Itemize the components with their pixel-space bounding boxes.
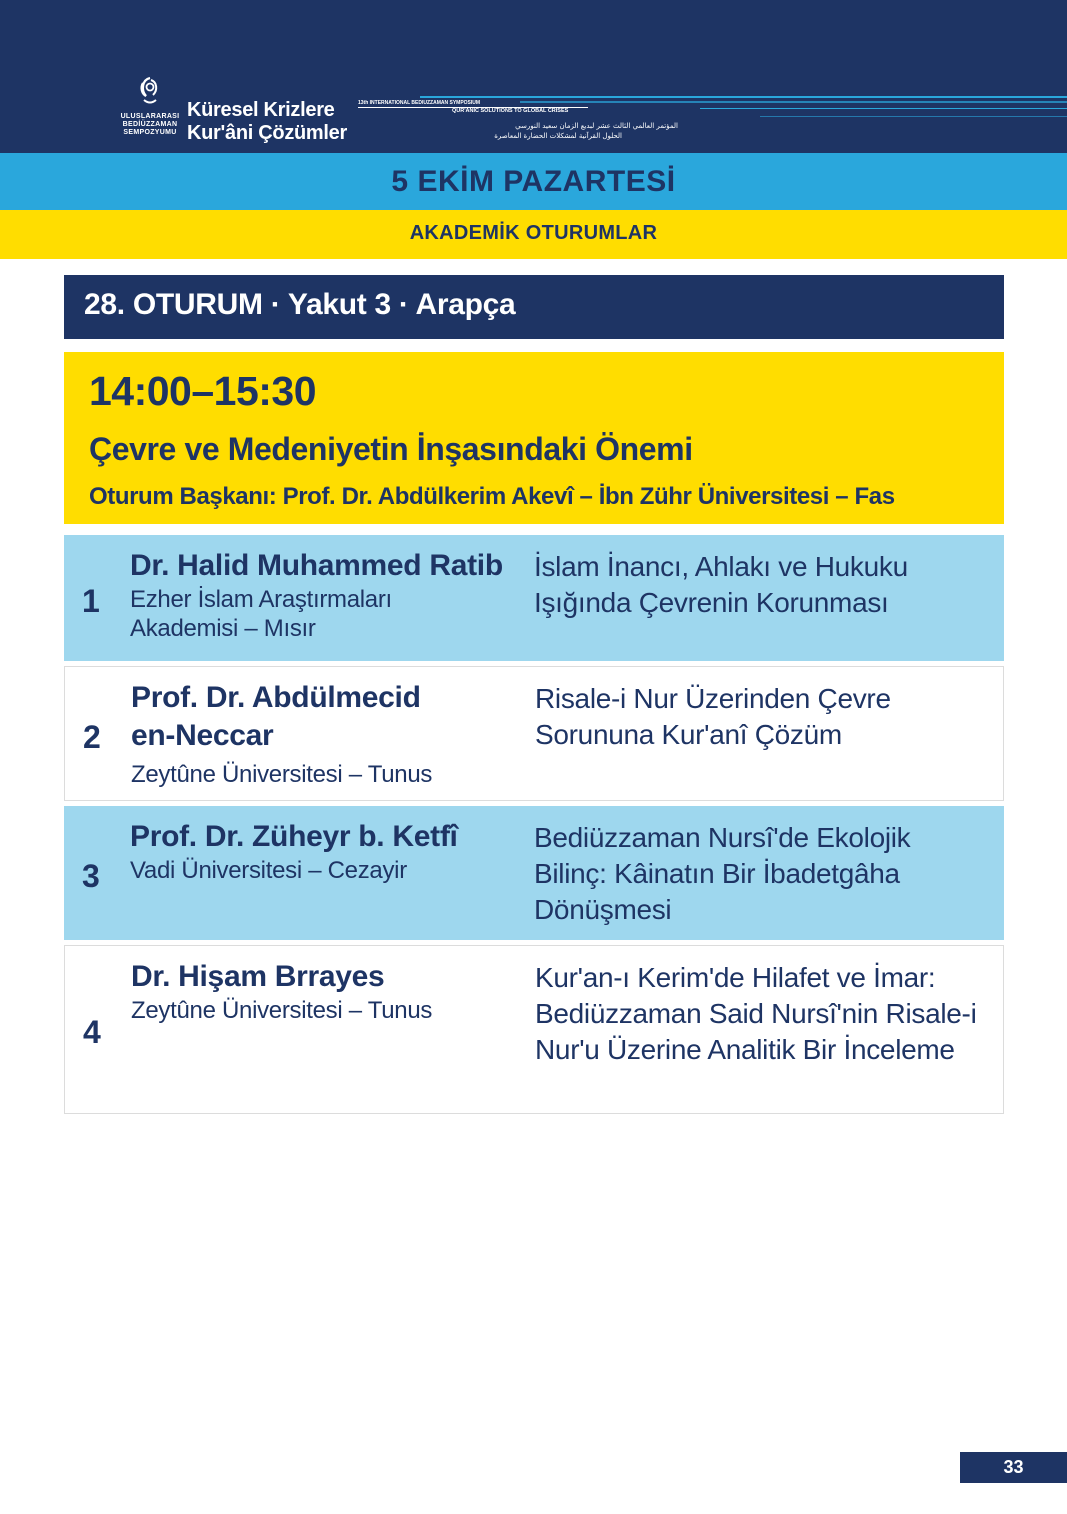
page-number: 33 bbox=[960, 1452, 1067, 1483]
presenter-name: Dr. Halid Muhammed Ratib bbox=[130, 549, 503, 582]
presenter-affiliation: Ezher İslam Araştırmaları Akademisi – Mısır bbox=[130, 586, 392, 642]
session-chair: Oturum Başkanı: Prof. Dr. Abdülkerim Akevî – İbn Zühr Üniversitesi – Fas bbox=[89, 483, 895, 510]
symposium-title bbox=[187, 99, 347, 145]
paper-title: Bediüzzaman Nursî'de Ekolojik Bilinç: Kâinatın Bir İbadetgâha Dönüşmesi bbox=[534, 822, 911, 925]
presenter-info bbox=[130, 547, 520, 643]
header-banner bbox=[0, 0, 1067, 153]
session-info-block bbox=[64, 352, 1004, 524]
session-time: 14:00–15:30 bbox=[89, 368, 317, 414]
presenter-name: Prof. Dr. Abdülmecid en-Neccar bbox=[131, 681, 421, 752]
presenter-name: Prof. Dr. Züheyr b. Ketfî bbox=[130, 820, 458, 853]
presenter-affiliation: Zeytûne Üniversitesi – Tunus bbox=[131, 761, 433, 788]
paper-title: Kur'an-ı Kerim'de Hilafet ve İmar: Bediüzzaman Said Nursî'nin Risale-i Nur'u Üzerine Analitik Bir İnceleme bbox=[535, 962, 977, 1065]
presenter-info bbox=[131, 679, 521, 789]
subtitle-arabic-2: الحلول القرآنية لمشكلات الحضارة المعاصرة bbox=[494, 132, 622, 140]
presentation-row bbox=[64, 666, 1004, 801]
logo-text-line: ULUSLARARASI bbox=[120, 113, 180, 120]
logo-text-line: BEDİÜZZAMAN bbox=[122, 121, 178, 128]
paper-title: İslam İnancı, Ahlakı ve Hukuku Işığında Çevrenin Korunması bbox=[534, 551, 908, 618]
presenter-affiliation: Zeytûne Üniversitesi – Tunus bbox=[131, 997, 433, 1024]
presentation-number: 4 bbox=[83, 1014, 101, 1050]
presentation-number: 3 bbox=[82, 858, 100, 894]
subtitle-english-1: 13th INTERNATIONAL BEDIUZZAMAN SYMPOSIUM bbox=[358, 100, 481, 106]
day-band bbox=[0, 153, 1067, 210]
session-title-bar bbox=[64, 275, 1004, 339]
presentation-row bbox=[64, 535, 1004, 661]
presentation-number: 1 bbox=[82, 583, 100, 619]
presentation-row bbox=[64, 945, 1004, 1114]
subtitle-arabic-1: المؤتمر العالمي الثالث عشر لبديع الزمان سعيد النورسي bbox=[515, 122, 678, 130]
presenter-info bbox=[131, 958, 521, 1025]
subtitle-english-2: QUR'ANIC SOLUTIONS TO GLOBAL CRISES bbox=[452, 108, 569, 114]
presenter-info bbox=[130, 818, 520, 885]
session-type-band bbox=[0, 210, 1067, 259]
presentation-row bbox=[64, 806, 1004, 940]
paper-title: Risale-i Nur Üzerinden Çevre Sorununa Kur'anî Çözüm bbox=[535, 683, 891, 750]
decorative-stripe bbox=[760, 116, 1067, 117]
title-line-1: Küresel Krizlere bbox=[187, 99, 335, 121]
logo-text-line: SEMPOZYUMU bbox=[123, 129, 177, 136]
session-type-title: AKADEMİK OTURUMLAR bbox=[409, 222, 658, 244]
presenter-name: Dr. Hişam Brrayes bbox=[131, 960, 385, 993]
presentation-number: 2 bbox=[83, 719, 101, 755]
title-line-2: Kur'âni Çözümler bbox=[187, 122, 347, 144]
decorative-stripe bbox=[700, 108, 1067, 109]
decorative-stripe bbox=[420, 96, 1067, 98]
session-title: 28. OTURUM · Yakut 3 · Arapça bbox=[84, 288, 516, 321]
session-theme: Çevre ve Medeniyetin İnşasındaki Önemi bbox=[89, 431, 693, 467]
logo-emblem-icon bbox=[137, 76, 163, 108]
symposium-subtitle bbox=[356, 100, 686, 145]
day-title: 5 EKİM PAZARTESİ bbox=[391, 165, 676, 198]
presenter-affiliation: Vadi Üniversitesi – Cezayir bbox=[130, 857, 407, 884]
symposium-logo bbox=[118, 76, 182, 144]
